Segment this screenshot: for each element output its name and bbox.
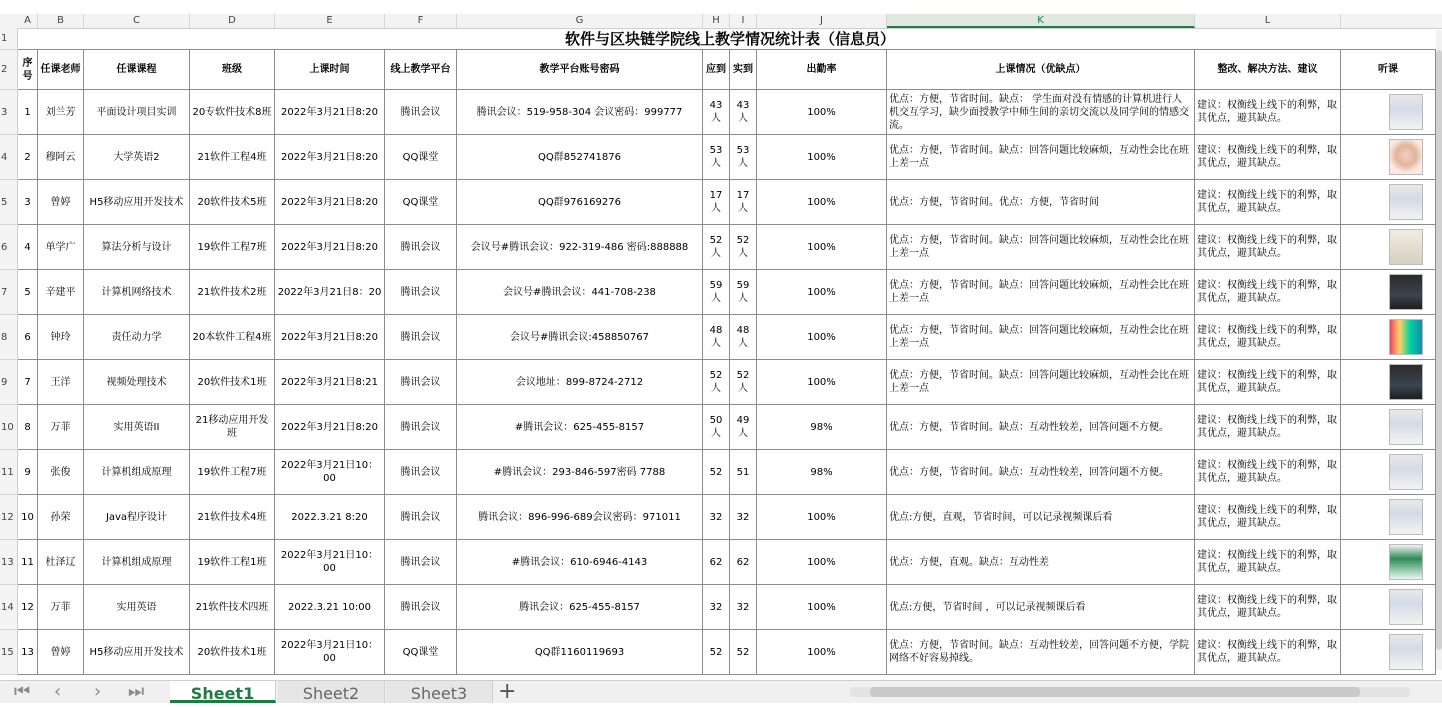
cell-observe-photo[interactable] <box>1341 270 1436 315</box>
cell-course[interactable]: 实用英语II <box>84 405 190 450</box>
column-header-d[interactable]: D <box>190 14 275 28</box>
sheet-tab-1[interactable]: Sheet1 <box>170 681 276 703</box>
cell-advice[interactable]: 建议：权衡线上线下的利弊，取其优点，避其缺点。 <box>1195 270 1341 315</box>
cell-no[interactable]: 3 <box>18 180 38 225</box>
header-cell-observe[interactable]: 听课 <box>1341 50 1436 90</box>
cell-account[interactable]: 会议地址：899-8724-2712 <box>457 360 703 405</box>
cell-observe-photo[interactable] <box>1341 360 1436 405</box>
cell-class[interactable]: 20软件技术1班 <box>190 630 275 675</box>
cell-actual[interactable]: 53人 <box>730 135 757 180</box>
cell-account[interactable]: QQ群976169276 <box>457 180 703 225</box>
column-header-b[interactable]: B <box>38 14 84 28</box>
cell-rate[interactable]: 100% <box>757 270 887 315</box>
cell-advice[interactable]: 建议：权衡线上线下的利弊，取其优点，避其缺点。 <box>1195 360 1341 405</box>
cell-rate[interactable]: 98% <box>757 450 887 495</box>
cell-expected[interactable]: 32 <box>703 495 730 540</box>
cell-platform[interactable]: QQ课堂 <box>385 180 457 225</box>
header-cell-actual[interactable]: 实到 <box>730 50 757 90</box>
vertical-scroll-thumb[interactable] <box>1436 50 1442 650</box>
header-cell-teacher[interactable]: 任课老师 <box>38 50 84 90</box>
next-sheet-icon[interactable]: › <box>94 681 102 702</box>
cell-platform[interactable]: 腾讯会议 <box>385 540 457 585</box>
cell-no[interactable]: 11 <box>18 540 38 585</box>
class-screenshot-image[interactable] <box>1389 634 1423 670</box>
cell-course[interactable]: 计算机组成原理 <box>84 450 190 495</box>
cell-actual[interactable]: 49人 <box>730 405 757 450</box>
cell-situation[interactable]: 优点：方便，节省时间。优点：方便，节省时间 <box>887 180 1195 225</box>
cell-actual[interactable]: 32 <box>730 495 757 540</box>
class-screenshot-image[interactable] <box>1389 229 1423 265</box>
cell-teacher[interactable]: 钟玲 <box>38 315 84 360</box>
cell-advice[interactable]: 建议：权衡线上线下的利弊，取其优点，避其缺点。 <box>1195 630 1341 675</box>
row-header-6[interactable]: 6 <box>0 225 18 270</box>
header-cell-platform[interactable]: 线上教学平台 <box>385 50 457 90</box>
cell-advice[interactable]: 建议：权衡线上线下的利弊，取其优点，避其缺点。 <box>1195 405 1341 450</box>
cell-platform[interactable]: 腾讯会议 <box>385 405 457 450</box>
cell-advice[interactable]: 建议：权衡线上线下的利弊，取其优点，避其缺点。 <box>1195 585 1341 630</box>
column-header-l[interactable]: L <box>1195 14 1341 28</box>
cell-time[interactable]: 2022.3.21 8:20 <box>275 495 385 540</box>
header-cell-no[interactable]: 序号 <box>18 50 38 90</box>
cell-course[interactable]: Java程序设计 <box>84 495 190 540</box>
row-header-5[interactable]: 5 <box>0 180 18 225</box>
cell-platform[interactable]: 腾讯会议 <box>385 315 457 360</box>
cell-class[interactable]: 20本软件工程4班 <box>190 315 275 360</box>
cell-advice[interactable]: 建议：权衡线上线下的利弊，取其优点，避其缺点。 <box>1195 180 1341 225</box>
cell-time[interactable]: 2022年3月21日10：00 <box>275 630 385 675</box>
class-screenshot-image[interactable] <box>1389 544 1423 580</box>
class-screenshot-image[interactable] <box>1389 274 1423 310</box>
header-cell-course[interactable]: 任课课程 <box>84 50 190 90</box>
column-header-e[interactable]: E <box>275 14 385 28</box>
column-header-f[interactable]: F <box>385 14 457 28</box>
column-header-g[interactable]: G <box>457 14 703 28</box>
cell-rate[interactable]: 98% <box>757 405 887 450</box>
cell-no[interactable]: 5 <box>18 270 38 315</box>
cell-observe-photo[interactable] <box>1341 405 1436 450</box>
cell-class[interactable]: 19软件工程1班 <box>190 540 275 585</box>
class-screenshot-image[interactable] <box>1389 409 1423 445</box>
cell-course[interactable]: 视频处理技术 <box>84 360 190 405</box>
class-screenshot-image[interactable] <box>1389 94 1423 130</box>
cell-advice[interactable]: 建议：权衡线上线下的利弊，取其优点，避其缺点。 <box>1195 495 1341 540</box>
sheet-tab-3[interactable]: Sheet3 <box>386 681 493 703</box>
cell-actual[interactable]: 52人 <box>730 225 757 270</box>
cell-advice[interactable]: 建议：权衡线上线下的利弊，取其优点，避其缺点。 <box>1195 450 1341 495</box>
cell-platform[interactable]: 腾讯会议 <box>385 495 457 540</box>
cell-observe-photo[interactable] <box>1341 450 1436 495</box>
cell-situation[interactable]: 优点：方便，节省时间。缺点：回答问题比较麻烦，互动性会比在班上差一点 <box>887 135 1195 180</box>
cell-time[interactable]: 2022年3月21日8:20 <box>275 135 385 180</box>
cell-actual[interactable]: 52人 <box>730 360 757 405</box>
cell-account[interactable]: #腾讯会议：625-455-8157 <box>457 405 703 450</box>
cell-actual[interactable]: 43人 <box>730 90 757 135</box>
cell-class[interactable]: 21移动应用开发班 <box>190 405 275 450</box>
cell-situation[interactable]: 优点：方便，节省时间。缺点： 学生面对没有情感的计算机进行人机交互学习，缺少面授教学中师生间的亲切交流以及同学间的情感交流。 <box>887 90 1195 135</box>
cell-time[interactable]: 2022年3月21日8:21 <box>275 360 385 405</box>
horizontal-scroll-thumb[interactable] <box>870 687 1360 697</box>
class-screenshot-image[interactable] <box>1389 319 1423 355</box>
cell-situation[interactable]: 优点：方便，节省时间。缺点：回答问题比较麻烦，互动性会比在班上差一点 <box>887 315 1195 360</box>
cell-account[interactable]: 腾讯会议：625-455-8157 <box>457 585 703 630</box>
cell-time[interactable]: 2022年3月21日10：00 <box>275 450 385 495</box>
cell-expected[interactable]: 50人 <box>703 405 730 450</box>
cell-no[interactable]: 6 <box>18 315 38 360</box>
cell-time[interactable]: 2022年3月21日8：20 <box>275 270 385 315</box>
cell-rate[interactable]: 100% <box>757 495 887 540</box>
header-cell-expected[interactable]: 应到 <box>703 50 730 90</box>
cell-no[interactable]: 9 <box>18 450 38 495</box>
cell-class[interactable]: 19软件工程7班 <box>190 450 275 495</box>
cell-actual[interactable]: 52 <box>730 630 757 675</box>
row-header-3[interactable]: 3 <box>0 90 18 135</box>
row-header-12[interactable]: 12 <box>0 495 18 540</box>
vertical-scrollbar[interactable] <box>1436 30 1442 670</box>
column-header-c[interactable]: C <box>84 14 190 28</box>
cell-rate[interactable]: 100% <box>757 360 887 405</box>
cell-class[interactable]: 21软件技术2班 <box>190 270 275 315</box>
cell-actual[interactable]: 17人 <box>730 180 757 225</box>
cell-actual[interactable]: 62 <box>730 540 757 585</box>
column-header-bar <box>0 14 1442 29</box>
cell-no[interactable]: 2 <box>18 135 38 180</box>
cell-course[interactable]: H5移动应用开发技术 <box>84 630 190 675</box>
prev-sheet-icon[interactable]: ‹ <box>54 681 62 702</box>
cell-rate[interactable]: 100% <box>757 630 887 675</box>
cell-course[interactable]: H5移动应用开发技术 <box>84 180 190 225</box>
cell-teacher[interactable]: 曾婷 <box>38 630 84 675</box>
row-header-1[interactable]: 1 <box>0 28 18 50</box>
cell-course[interactable]: 责任动力学 <box>84 315 190 360</box>
cell-account[interactable]: 腾讯会议：519-958-304 会议密码：999777 <box>457 90 703 135</box>
class-screenshot-image[interactable] <box>1389 364 1423 400</box>
cell-situation[interactable]: 优点：方便，节省时间。缺点：回答问题比较麻烦，互动性会比在班上差一点 <box>887 225 1195 270</box>
cell-expected[interactable]: 52 <box>703 450 730 495</box>
cell-observe-photo[interactable] <box>1341 630 1436 675</box>
cell-course[interactable]: 大学英语2 <box>84 135 190 180</box>
cell-account[interactable]: 腾讯会议：896-996-689会议密码：971011 <box>457 495 703 540</box>
sheet-tab-bar <box>0 680 1442 703</box>
cell-advice[interactable]: 建议：权衡线上线下的利弊，取其优点，避其缺点。 <box>1195 135 1341 180</box>
column-header-h[interactable]: H <box>703 14 730 28</box>
cell-situation[interactable]: 优点:方便，直观，节省时间，可以记录视频课后看 <box>887 495 1195 540</box>
row-header-11[interactable]: 11 <box>0 450 18 495</box>
cell-no[interactable]: 7 <box>18 360 38 405</box>
cell-account[interactable]: 会议号#腾讯会议：441-708-238 <box>457 270 703 315</box>
cell-account[interactable]: QQ群1160119693 <box>457 630 703 675</box>
header-cell-class[interactable]: 班级 <box>190 50 275 90</box>
cell-time[interactable]: 2022年3月21日10：00 <box>275 540 385 585</box>
cell-class[interactable]: 20软件技术5班 <box>190 180 275 225</box>
cell-class[interactable]: 20专软件技术8班 <box>190 90 275 135</box>
cell-class[interactable]: 21软件工程4班 <box>190 135 275 180</box>
row-header-7[interactable]: 7 <box>0 270 18 315</box>
horizontal-scrollbar[interactable] <box>850 687 1410 697</box>
cell-expected[interactable]: 59人 <box>703 270 730 315</box>
column-header-i[interactable]: I <box>730 14 757 28</box>
row-header-9[interactable]: 9 <box>0 360 18 405</box>
cell-teacher[interactable]: 张俊 <box>38 450 84 495</box>
cell-expected[interactable]: 62 <box>703 540 730 585</box>
cell-no[interactable]: 10 <box>18 495 38 540</box>
row-header-13[interactable]: 13 <box>0 540 18 585</box>
row-header-2[interactable]: 2 <box>0 50 18 90</box>
cell-teacher[interactable]: 杜泽辽 <box>38 540 84 585</box>
cell-expected[interactable]: 32 <box>703 585 730 630</box>
cell-time[interactable]: 2022年3月21日8:20 <box>275 315 385 360</box>
cell-expected[interactable]: 43人 <box>703 90 730 135</box>
cell-actual[interactable]: 59人 <box>730 270 757 315</box>
cell-course[interactable]: 计算机组成原理 <box>84 540 190 585</box>
cell-observe-photo[interactable] <box>1341 90 1436 135</box>
cell-expected[interactable]: 53人 <box>703 135 730 180</box>
cell-account[interactable]: 会议号#腾讯会议：922-319-486 密码:888888 <box>457 225 703 270</box>
row-header-4[interactable]: 4 <box>0 135 18 180</box>
cell-advice[interactable]: 建议：权衡线上线下的利弊，取其优点，避其缺点。 <box>1195 90 1341 135</box>
cell-expected[interactable]: 52人 <box>703 225 730 270</box>
cell-observe-photo[interactable] <box>1341 495 1436 540</box>
cell-rate[interactable]: 100% <box>757 90 887 135</box>
cell-platform[interactable]: 腾讯会议 <box>385 90 457 135</box>
cell-time[interactable]: 2022.3.21 10:00 <box>275 585 385 630</box>
cell-rate[interactable]: 100% <box>757 135 887 180</box>
cell-advice[interactable]: 建议：权衡线上线下的利弊，取其优点，避其缺点。 <box>1195 540 1341 585</box>
cell-class[interactable]: 19软件工程7班 <box>190 225 275 270</box>
cell-situation[interactable]: 优点：方便，节省时间。缺点：回答问题比较麻烦，互动性会比在班上差一点 <box>887 360 1195 405</box>
cell-teacher[interactable]: 穆阿云 <box>38 135 84 180</box>
cell-observe-photo[interactable] <box>1341 540 1436 585</box>
row-header-10[interactable]: 10 <box>0 405 18 450</box>
add-sheet-icon[interactable]: + <box>498 679 517 704</box>
cell-actual[interactable]: 48人 <box>730 315 757 360</box>
cell-platform[interactable]: 腾讯会议 <box>385 450 457 495</box>
cell-actual[interactable]: 32 <box>730 585 757 630</box>
cell-teacher[interactable]: 刘兰芳 <box>38 90 84 135</box>
cell-teacher[interactable]: 孙荣 <box>38 495 84 540</box>
cell-course[interactable]: 算法分析与设计 <box>84 225 190 270</box>
header-cell-advice[interactable]: 整改、解决方法、建议 <box>1195 50 1341 90</box>
cell-expected[interactable]: 52 <box>703 630 730 675</box>
cell-teacher[interactable]: 万菲 <box>38 405 84 450</box>
cell-no[interactable]: 4 <box>18 225 38 270</box>
cell-platform[interactable]: QQ课堂 <box>385 630 457 675</box>
cell-class[interactable]: 20软件技术1班 <box>190 360 275 405</box>
sheet-tab-2[interactable]: Sheet2 <box>278 681 385 703</box>
cell-platform[interactable]: 腾讯会议 <box>385 270 457 315</box>
cell-rate[interactable]: 100% <box>757 540 887 585</box>
cell-situation[interactable]: 优点：方便，节省时间。缺点：互动性较差，回答问题不方便。 <box>887 405 1195 450</box>
cell-course[interactable]: 计算机网络技术 <box>84 270 190 315</box>
cell-actual[interactable]: 51 <box>730 450 757 495</box>
cell-platform[interactable]: 腾讯会议 <box>385 585 457 630</box>
cell-advice[interactable]: 建议：权衡线上线下的利弊，取其优点，避其缺点。 <box>1195 315 1341 360</box>
class-screenshot-image[interactable] <box>1389 184 1423 220</box>
cell-time[interactable]: 2022年3月21日8:20 <box>275 90 385 135</box>
cell-teacher[interactable]: 王洋 <box>38 360 84 405</box>
cell-account[interactable]: 会议号#腾讯会议:458850767 <box>457 315 703 360</box>
row-header-15[interactable]: 15 <box>0 630 18 675</box>
cell-time[interactable]: 2022年3月21日8:20 <box>275 225 385 270</box>
cell-teacher[interactable]: 曾婷 <box>38 180 84 225</box>
header-cell-time[interactable]: 上课时间 <box>275 50 385 90</box>
cell-expected[interactable]: 52人 <box>703 360 730 405</box>
cell-no[interactable]: 12 <box>18 585 38 630</box>
cell-no[interactable]: 13 <box>18 630 38 675</box>
cell-observe-photo[interactable] <box>1341 315 1436 360</box>
cell-class[interactable]: 21软件技术四班 <box>190 585 275 630</box>
cell-rate[interactable]: 100% <box>757 315 887 360</box>
cell-course[interactable]: 实用英语 <box>84 585 190 630</box>
cell-class[interactable]: 21软件技术4班 <box>190 495 275 540</box>
cell-rate[interactable]: 100% <box>757 585 887 630</box>
cell-account[interactable]: QQ群852741876 <box>457 135 703 180</box>
cell-account[interactable]: #腾讯会议：610-6946-4143 <box>457 540 703 585</box>
cell-situation[interactable]: 优点：方便，节省时间。缺点：回答问题比较麻烦，互动性会比在班上差一点 <box>887 270 1195 315</box>
header-cell-situation[interactable]: 上课情况（优缺点） <box>887 50 1195 90</box>
cell-rate[interactable]: 100% <box>757 225 887 270</box>
cell-no[interactable]: 8 <box>18 405 38 450</box>
column-header-k[interactable]: K <box>887 14 1195 28</box>
cell-teacher[interactable]: 辛建平 <box>38 270 84 315</box>
cell-situation[interactable]: 优点：方便，直观。缺点：互动性差 <box>887 540 1195 585</box>
header-cell-rate[interactable]: 出勤率 <box>757 50 887 90</box>
cell-time[interactable]: 2022年3月21日8:20 <box>275 180 385 225</box>
cell-observe-photo[interactable] <box>1341 225 1436 270</box>
cell-situation[interactable]: 优点:方便，节省时间 ，可以记录视频课后看 <box>887 585 1195 630</box>
sheet-title[interactable]: 软件与区块链学院线上教学情况统计表（信息员） <box>18 28 1442 50</box>
cell-situation[interactable]: 优点：方便，节省时间。缺点：互动性较差，回答问题不方便，学院网络不好容易掉线。 <box>887 630 1195 675</box>
cell-situation[interactable]: 优点：方便，节省时间。缺点：互动性较差，回答问题不方便。 <box>887 450 1195 495</box>
row-header-14[interactable]: 14 <box>0 585 18 630</box>
last-sheet-icon[interactable]: ⏭ <box>128 681 145 702</box>
row-header-8[interactable]: 8 <box>0 315 18 360</box>
cell-observe-photo[interactable] <box>1341 135 1436 180</box>
cell-platform[interactable]: QQ课堂 <box>385 135 457 180</box>
cell-rate[interactable]: 100% <box>757 180 887 225</box>
cell-platform[interactable]: 腾讯会议 <box>385 225 457 270</box>
cell-advice[interactable]: 建议：权衡线上线下的利弊，取其优点，避其缺点。 <box>1195 225 1341 270</box>
cell-expected[interactable]: 17人 <box>703 180 730 225</box>
first-sheet-icon[interactable]: ⏮ <box>14 681 31 702</box>
class-screenshot-image[interactable] <box>1389 139 1423 175</box>
class-screenshot-image[interactable] <box>1389 589 1423 625</box>
cell-account[interactable]: #腾讯会议：293-846-597密码 7788 <box>457 450 703 495</box>
class-screenshot-image[interactable] <box>1389 499 1423 535</box>
cell-no[interactable]: 1 <box>18 90 38 135</box>
cell-expected[interactable]: 48人 <box>703 315 730 360</box>
column-header-a[interactable]: A <box>18 14 38 28</box>
cell-teacher[interactable]: 万菲 <box>38 585 84 630</box>
cell-course[interactable]: 平面设计项目实训 <box>84 90 190 135</box>
cell-time[interactable]: 2022年3月21日8:20 <box>275 405 385 450</box>
cell-observe-photo[interactable] <box>1341 180 1436 225</box>
cell-platform[interactable]: 腾讯会议 <box>385 360 457 405</box>
class-screenshot-image[interactable] <box>1389 454 1423 490</box>
cell-teacher[interactable]: 单学广 <box>38 225 84 270</box>
header-cell-account[interactable]: 教学平台账号密码 <box>457 50 703 90</box>
column-header-j[interactable]: J <box>757 14 887 28</box>
cell-observe-photo[interactable] <box>1341 585 1436 630</box>
